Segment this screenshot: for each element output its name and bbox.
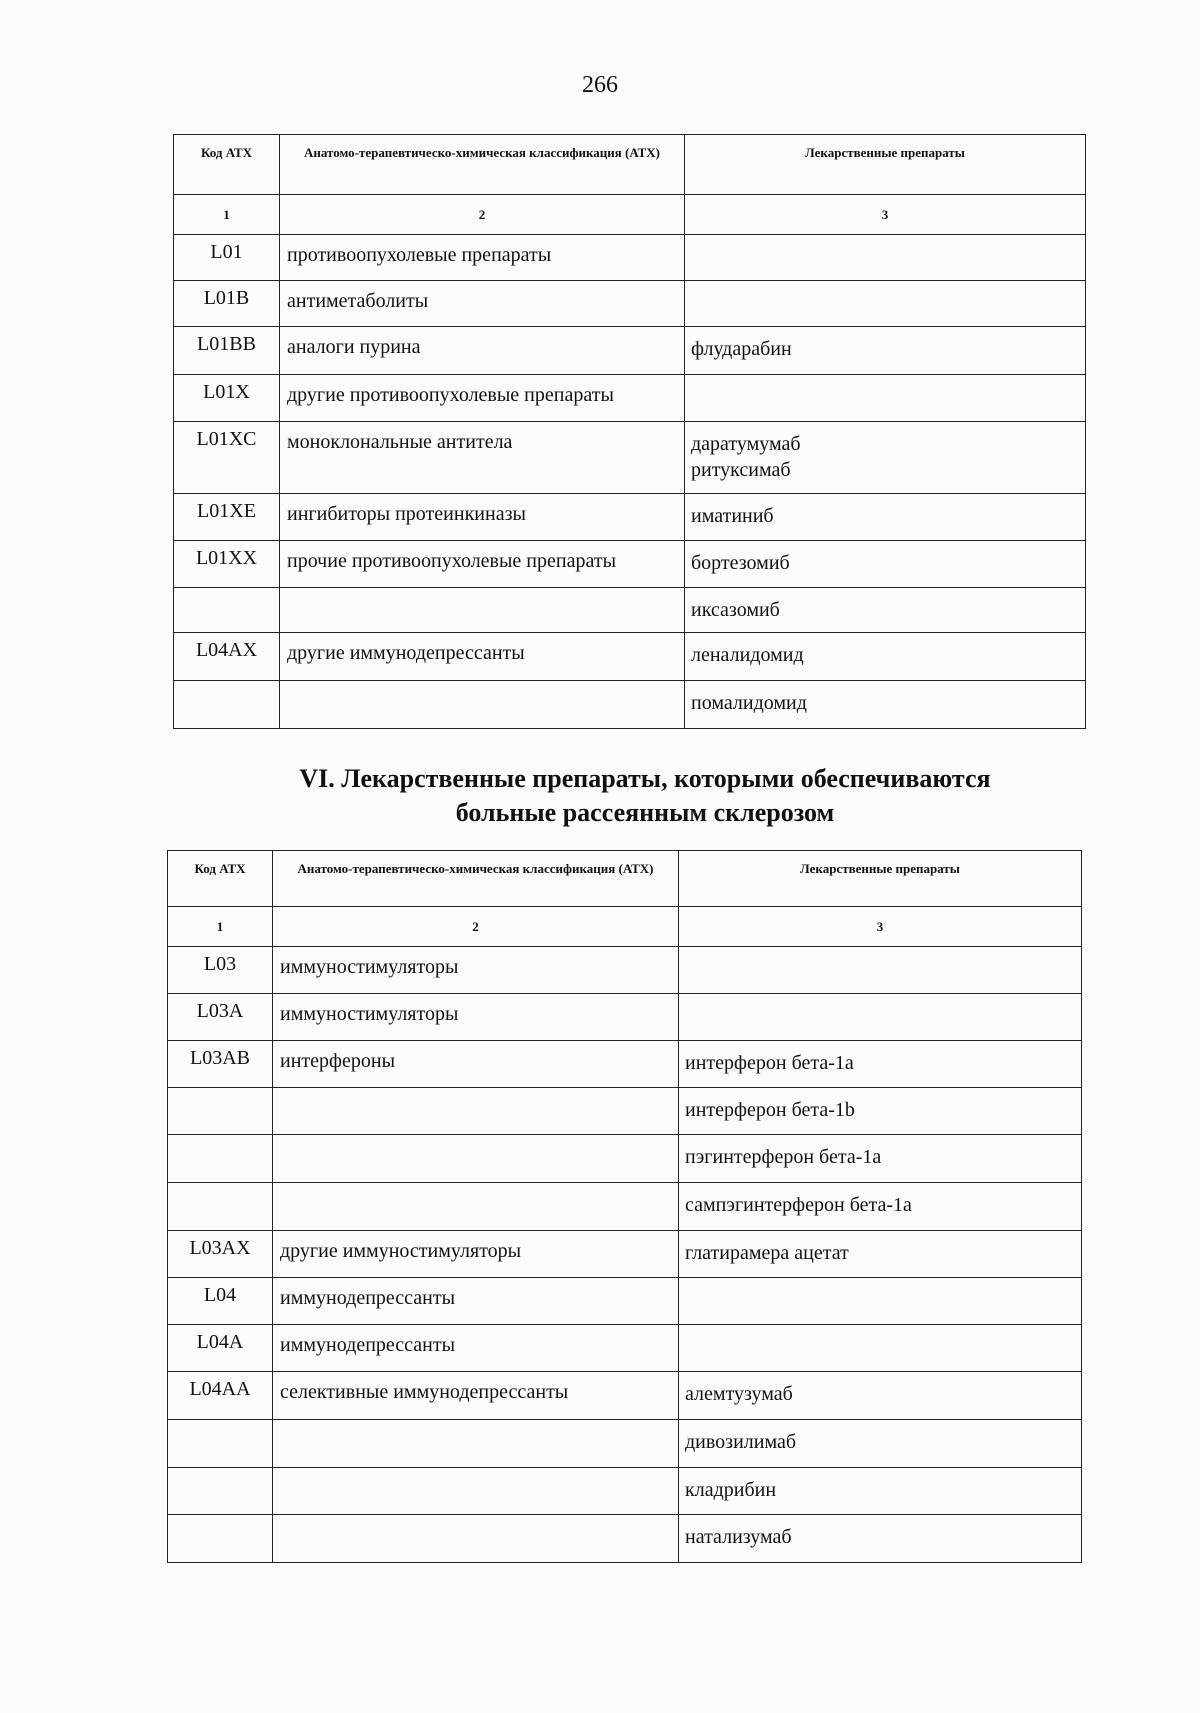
column-number-1: 1 [168, 907, 273, 947]
classification-cell: противоопухолевые препараты [280, 235, 685, 281]
atc-code-cell: L04 [168, 1278, 273, 1325]
column-number-row [168, 907, 1082, 947]
header-atc-classification: Анатомо-терапевтическо-химическая классификация (АТХ) [280, 135, 685, 195]
atc-code-cell [168, 1420, 273, 1468]
drug-name: кладрибин [685, 1479, 777, 1501]
atc-code-cell: L03AX [168, 1231, 273, 1278]
classification-cell: антиметаболиты [280, 281, 685, 327]
atc-code-cell: L01X [174, 375, 280, 422]
table-header-row [174, 135, 1086, 195]
drug-cell [679, 1325, 1082, 1372]
classification-cell [273, 1468, 679, 1515]
atc-code-cell: L01XX [174, 541, 280, 588]
atc-table-antitumor [173, 134, 1086, 729]
atc-code-cell: L01B [174, 281, 280, 327]
column-number-3: 3 [679, 907, 1082, 947]
drug-name: интерферон бета-1a [685, 1052, 854, 1074]
drug-cell [685, 588, 1086, 633]
classification-cell: интерфероны [273, 1041, 679, 1088]
classification-cell: аналоги пурина [280, 327, 685, 375]
classification-cell [273, 1183, 679, 1231]
classification-cell: прочие противоопухолевые препараты [280, 541, 685, 588]
column-number-row [174, 195, 1086, 235]
atc-code-cell [174, 681, 280, 729]
drug-cell [685, 235, 1086, 281]
drug-name: алемтузумаб [685, 1383, 793, 1405]
header-atc-classification: Анатомо-терапевтическо-химическая классификация (АТХ) [273, 851, 679, 907]
atc-code-cell: L03A [168, 994, 273, 1041]
drug-name: дивозилимаб [685, 1431, 797, 1453]
column-number-1: 1 [174, 195, 280, 235]
header-drugs: Лекарственные препараты [679, 851, 1082, 907]
column-number-2: 2 [280, 195, 685, 235]
table-row [174, 588, 1086, 633]
table-row [168, 1278, 1082, 1325]
classification-cell [273, 1088, 679, 1135]
atc-code-cell: L03AB [168, 1041, 273, 1088]
classification-cell: моноклональные антитела [280, 422, 685, 494]
atc-code-cell: L01XC [174, 422, 280, 494]
table-row [174, 541, 1086, 588]
drug-name: леналидомид [691, 644, 804, 666]
classification-cell [273, 1515, 679, 1563]
atc-code-cell: L01 [174, 235, 280, 281]
drug-name: глатирамера ацетат [685, 1242, 849, 1264]
drug-name: ритуксимаб [691, 459, 791, 481]
table-row [168, 1088, 1082, 1135]
section-title-line-1: VI. Лекарственные препараты, которыми обеспечиваются [299, 764, 991, 793]
classification-cell [280, 588, 685, 633]
atc-code-cell: L01XE [174, 494, 280, 541]
column-number-3: 3 [685, 195, 1086, 235]
column-number-2: 2 [273, 907, 679, 947]
drug-name: бортезомиб [691, 552, 790, 574]
table-row [168, 1515, 1082, 1563]
table-row [168, 947, 1082, 994]
drug-cell [679, 1088, 1082, 1135]
classification-cell: иммунодепрессанты [273, 1325, 679, 1372]
classification-cell: другие иммуностимуляторы [273, 1231, 679, 1278]
drug-name: интерферон бета-1b [685, 1099, 855, 1121]
drug-name: иксазомиб [691, 599, 780, 621]
table-row [174, 422, 1086, 494]
drug-cell [679, 1135, 1082, 1183]
atc-code-cell: L01BB [174, 327, 280, 375]
drug-cell [679, 1231, 1082, 1278]
table-row [168, 1041, 1082, 1088]
table-row [168, 1325, 1082, 1372]
section-title [0, 762, 1200, 830]
section-title-line-2: больные рассеянным склерозом [455, 798, 835, 827]
table-row [174, 327, 1086, 375]
table-row [168, 1468, 1082, 1515]
drug-cell [685, 375, 1086, 422]
classification-cell [273, 1135, 679, 1183]
classification-cell [273, 1420, 679, 1468]
table-row [174, 494, 1086, 541]
drug-cell [679, 994, 1082, 1041]
drug-cell [685, 422, 1086, 494]
table-header-row [168, 851, 1082, 907]
drug-cell [679, 1420, 1082, 1468]
classification-cell: другие иммунодепрессанты [280, 633, 685, 681]
drug-cell [685, 681, 1086, 729]
classification-cell: иммуностимуляторы [273, 994, 679, 1041]
table-row [174, 281, 1086, 327]
drug-cell [679, 1183, 1082, 1231]
atc-code-cell [168, 1468, 273, 1515]
drug-cell [685, 541, 1086, 588]
drug-cell [679, 1515, 1082, 1563]
classification-cell [280, 681, 685, 729]
page-number: 266 [582, 72, 618, 98]
atc-code-cell: L04AX [174, 633, 280, 681]
drug-cell [679, 1041, 1082, 1088]
table-row [168, 994, 1082, 1041]
header-atc-code: Код АТХ [168, 851, 273, 907]
atc-code-cell [168, 1088, 273, 1135]
table-row [168, 1420, 1082, 1468]
drug-name: даратумумаб [691, 433, 801, 455]
table-row [174, 633, 1086, 681]
drug-cell [679, 1372, 1082, 1420]
drug-cell [685, 494, 1086, 541]
classification-cell: другие противоопухолевые препараты [280, 375, 685, 422]
drug-name: натализумаб [685, 1526, 792, 1548]
header-drugs: Лекарственные препараты [685, 135, 1086, 195]
table-row [168, 1231, 1082, 1278]
classification-cell: селективные иммунодепрессанты [273, 1372, 679, 1420]
atc-code-cell [168, 1183, 273, 1231]
drug-name: иматиниб [691, 505, 774, 527]
classification-cell: иммунодепрессанты [273, 1278, 679, 1325]
table-row [168, 1372, 1082, 1420]
atc-code-cell: L04A [168, 1325, 273, 1372]
table-row [168, 1183, 1082, 1231]
atc-table-multiple-sclerosis [167, 850, 1082, 1563]
drug-cell [679, 1468, 1082, 1515]
drug-name: пэгинтерферон бета-1a [685, 1146, 882, 1168]
drug-cell [685, 327, 1086, 375]
drug-cell [685, 281, 1086, 327]
drug-cell [679, 1278, 1082, 1325]
classification-cell: ингибиторы протеинкиназы [280, 494, 685, 541]
atc-code-cell [168, 1515, 273, 1563]
table-row [174, 681, 1086, 729]
header-atc-code: Код АТХ [174, 135, 280, 195]
atc-code-cell: L04AA [168, 1372, 273, 1420]
table-row [174, 235, 1086, 281]
classification-cell: иммуностимуляторы [273, 947, 679, 994]
drug-name: сампэгинтерферон бета-1a [685, 1194, 912, 1216]
table-row [168, 1135, 1082, 1183]
drug-name: помалидомид [691, 692, 807, 714]
atc-code-cell [174, 588, 280, 633]
drug-cell [679, 947, 1082, 994]
drug-cell [685, 633, 1086, 681]
atc-code-cell: L03 [168, 947, 273, 994]
table-row [174, 375, 1086, 422]
drug-name: флударабин [691, 338, 792, 360]
atc-code-cell [168, 1135, 273, 1183]
